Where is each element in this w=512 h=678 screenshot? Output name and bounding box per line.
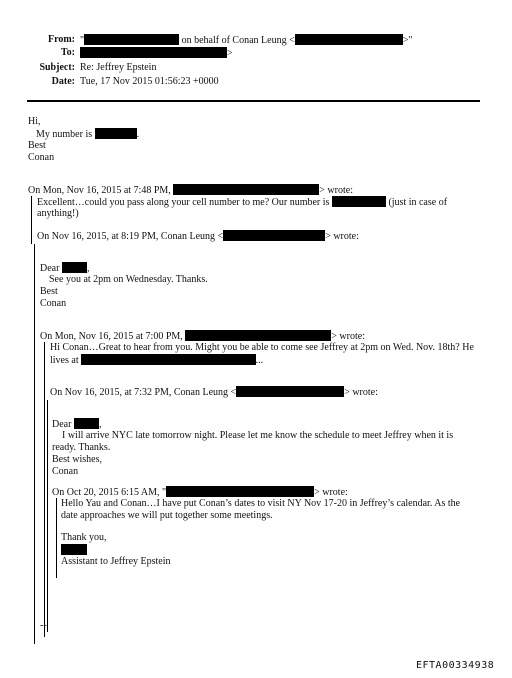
quote-line: I will arrive NYC late tomorrow night. Please let me know the schedule to meet Jeffrey when it is [62,430,454,441]
redaction-bar [236,386,344,397]
from-value [80,34,412,47]
comma: , [98,419,102,430]
redaction-bar [95,128,137,139]
redaction-bar [223,230,325,241]
quote-header-text: On Nov 16, 2015, at 7:32 PM, Conan Leung < [50,387,237,398]
number-text: My number is [36,129,93,140]
assistant-title: Assistant to Jeffrey Epstein [61,556,171,567]
redaction-bar [62,262,87,273]
signature-dash: -- [40,620,47,631]
redaction-bar [185,330,331,341]
to-close: > [227,48,233,59]
quote-header [50,386,378,399]
signoff: Best [28,140,46,151]
date-label: Date: [51,76,75,87]
quote-line: date approaches we will put together some meetings. [61,510,273,521]
period: . [136,129,140,140]
redaction-bar [166,486,314,497]
quote-line: anything!) [37,208,79,219]
wrote-text: > wrote: [325,231,359,242]
greeting: Hi, [28,116,41,127]
quote-bar [56,498,57,578]
wrote-text: > wrote: [344,387,378,398]
dear-text: Dear [52,419,72,430]
quote-text: lives at [50,355,79,366]
from-behalf-text: on behalf of Conan Leung < [181,35,295,46]
quote-header [37,230,359,243]
quote-header-text: On Oct 20, 2015 6:15 AM, " [52,487,167,498]
thanks-line: Thank you, [61,532,107,543]
redaction-bar [332,196,386,207]
header-divider [27,100,480,102]
signer: Conan [52,466,79,477]
document-id: EFTA00334938 [416,660,495,671]
dear-text: Dear [40,263,60,274]
from-label: From: [47,34,75,45]
subject-value: Re: Jeffrey Epstein [80,62,157,73]
quote-line: See you at 2pm on Wednesday. Thanks. [49,274,208,285]
quote-line [50,354,263,367]
redaction-bar [81,354,256,365]
quote-line: Hello Yau and Conan…I have put Conan’s dates to visit NY Nov 17-20 in Jeffrey’s calendar. As the [61,498,461,509]
subject-label: Subject: [39,62,75,73]
redaction-bar [173,184,319,195]
signer: Conan [40,298,67,309]
signoff: Best wishes, [52,454,102,465]
from-close: >" [402,35,413,46]
quote-bar [44,342,45,637]
date-value: Tue, 17 Nov 2015 01:56:23 +0000 [80,76,219,87]
ellipsis: ... [255,355,264,366]
quote-text: (just in case of [388,197,448,208]
signoff: Best [40,286,58,297]
quote-bar [31,196,32,244]
wrote-text: > wrote: [314,487,348,498]
quote-text: Excellent…could you pass along your cell number to me? Our number is [37,197,330,208]
redaction-bar [61,544,87,555]
redaction-bar [84,34,179,45]
from-quote: " [80,35,85,46]
comma: , [86,263,90,274]
wrote-text: > wrote: [319,185,353,196]
quote-line [37,196,447,209]
number-line [36,128,139,141]
redaction-bar [295,34,403,45]
quote-header-text: On Mon, Nov 16, 2015 at 7:00 PM, [40,331,183,342]
to-label: To: [60,47,75,58]
quote-header-text: On Mon, Nov 16, 2015 at 7:48 PM, [28,185,171,196]
redaction-bar [74,418,99,429]
quote-header-text: On Nov 16, 2015, at 8:19 PM, Conan Leung < [37,231,224,242]
redaction-bar [80,47,227,58]
to-value [80,47,233,60]
wrote-text: > wrote: [331,331,365,342]
quote-line: Hi Conan…Great to hear from you. Might you be able to come see Jeffrey at 2pm on Wed. Nov. 18th? He [50,342,474,353]
quote-bar [34,244,35,644]
quote-bar [47,400,48,632]
quote-line: ready. Thanks. [52,442,111,453]
signer: Conan [28,152,55,163]
